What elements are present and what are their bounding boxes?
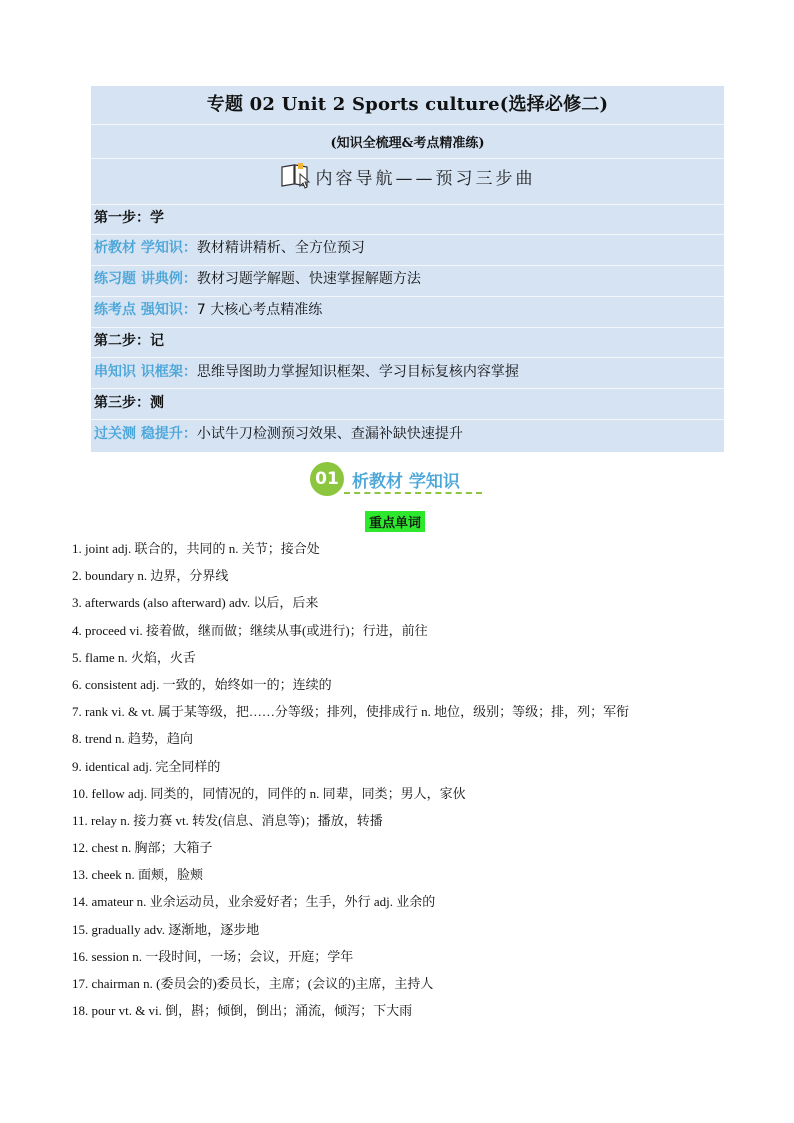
- vocab-item: 5. flame n. 火焰，火舌: [72, 649, 196, 665]
- page-subtitle: (知识全梳理&考点精准练): [330, 136, 485, 151]
- vocab-item: 6. consistent adj. 一致的，始终如一的；连续的: [72, 676, 332, 692]
- vocab-item: 1. joint adj. 联合的，共同的 n. 关节；接合处: [72, 541, 320, 556]
- vocab-item: 7. rank vi. & vt. 属于某等级，把……分等级；排列，使排成行 n. 地位，级别；等级；排，列；军衔: [72, 704, 630, 720]
- page-title: 专题 02 Unit 2 Sports culture(选择必修二): [206, 94, 609, 115]
- vocab-item: 4. proceed vi. 接着做，继而做；继续从事(或进行)；行进，前往: [72, 622, 428, 638]
- vocab-item: 10. fellow adj. 同类的，同情况的，同伴的 n. 同辈，同类；男人，家伙: [72, 785, 466, 801]
- line-learn-1: 析教材 学知识：教材精讲精析、全方位预习: [94, 240, 365, 256]
- section-heading: [310, 462, 460, 496]
- line-test: 过关测 稳提升：小试牛刀检测预习效果、查漏补缺快速提升: [94, 426, 463, 442]
- line-learn-3: 练考点 强知识：7 大核心考点精准练: [94, 302, 323, 318]
- vocab-item: 3. afterwards (also afterward) adv. 以后，后来: [72, 595, 319, 611]
- vocab-item: 12. chest n. 胸部；大箱子: [72, 840, 213, 856]
- line-learn-2: 练习题 讲典例：教材习题学解题、快速掌握解题方法: [94, 271, 421, 287]
- vocab-item: 14. amateur n. 业余运动员，业余爱好者；生手，外行 adj. 业余的: [72, 894, 436, 910]
- section-title: 析教材 学知识: [352, 471, 460, 492]
- vocab-item: 18. pour vt. & vi. 倒，斟；倾倒，倒出；涌流，倾泻；下大雨: [72, 1003, 413, 1019]
- content-nav: [91, 160, 724, 192]
- section-number-badge: 01: [310, 462, 344, 496]
- vocab-title: 重点单词: [365, 511, 425, 532]
- step-3: 第三步：测: [94, 395, 164, 411]
- vocab-item: 17. chairman n. (委员会的)委员长，主席；(会议的)主席，主持人: [72, 976, 434, 991]
- vocab-list: [72, 540, 772, 1029]
- vocab-item: 13. cheek n. 面颊，脸颊: [72, 867, 204, 883]
- section-underline: [344, 492, 482, 494]
- header-box: [91, 86, 724, 452]
- vocab-item: 2. boundary n. 边界，分界线: [72, 568, 229, 584]
- vocab-item: 8. trend n. 趋势，趋向: [72, 731, 193, 747]
- step-1: 第一步：学: [94, 210, 164, 226]
- step-2: 第二步：记: [94, 333, 164, 349]
- vocab-item: 11. relay n. 接力赛 vt. 转发(信息、消息等)；播放，转播: [72, 812, 383, 828]
- vocab-item: 16. session n. 一段时间，一场；会议，开庭；学年: [72, 948, 354, 964]
- line-memorize: 串知识 识框架：思维导图助力掌握知识框架、学习目标复核内容掌握: [94, 364, 519, 380]
- vocab-item: 15. gradually adv. 逐渐地，逐步地: [72, 921, 260, 937]
- book-icon: [280, 162, 312, 190]
- nav-title: 内容导航——预习三步曲: [315, 168, 536, 189]
- vocab-item: 9. identical adj. 完全同样的: [72, 758, 221, 774]
